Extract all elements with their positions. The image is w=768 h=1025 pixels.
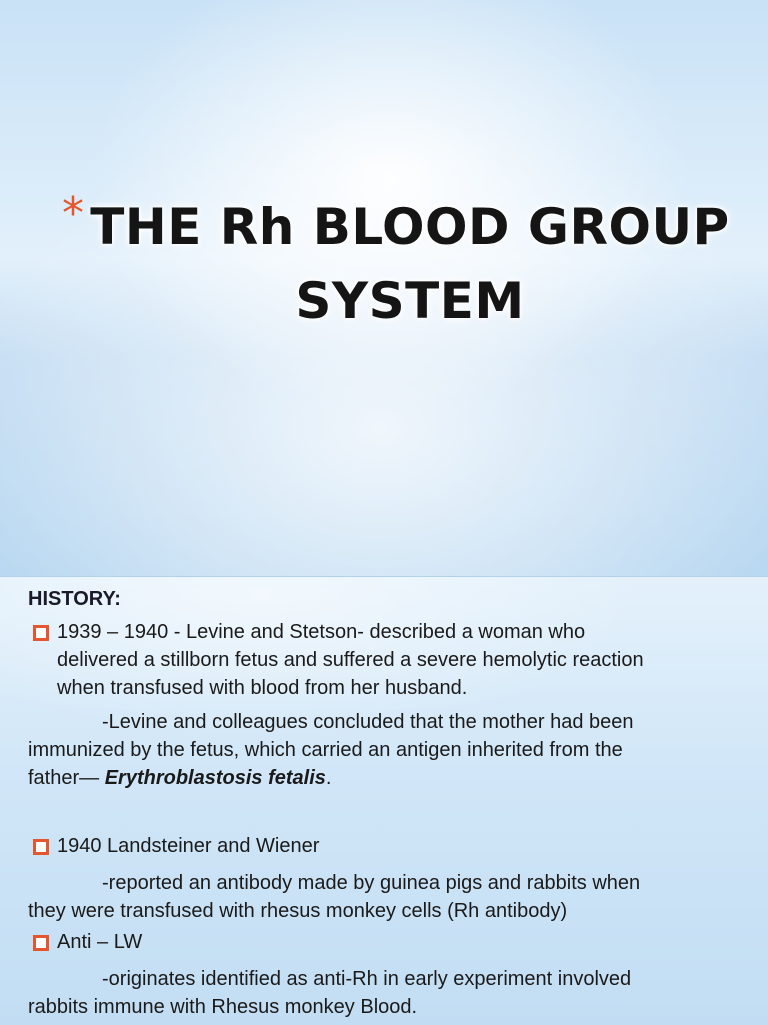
history-paragraph-anti-lw (28, 965, 748, 1021)
paragraph-levine-line-3 (28, 764, 748, 792)
paragraph-landsteiner-line-1: -reported an antibody made by guinea pigs and rabbits when (102, 872, 641, 894)
history-item-1939 (57, 618, 757, 702)
paragraph-anti-lw-line-2: rabbits immune with Rhesus monkey Blood. (28, 996, 418, 1018)
paragraph-anti-lw-line-1: -originates identified as anti-Rh in early experiment involved (102, 968, 632, 990)
checkbox-bullet-icon (33, 625, 49, 641)
paragraph-levine-prefix: father— (28, 767, 105, 789)
history-item-1939-line-3: when transfused with blood from her husband. (57, 677, 468, 699)
history-slide (0, 576, 768, 1025)
erythroblastosis-term: Erythroblastosis fetalis (104, 767, 326, 789)
history-paragraph-levine (28, 708, 748, 792)
checkbox-bullet-icon (33, 839, 49, 855)
slide-title (90, 190, 730, 338)
paragraph-levine-suffix: . (325, 767, 332, 789)
checkbox-bullet-icon (33, 935, 49, 951)
history-item-anti-lw: Anti – LW (57, 931, 143, 953)
paragraph-levine-line-1: -Levine and colleagues concluded that the mother had been (102, 711, 634, 733)
paragraph-levine-line-2: immunized by the fetus, which carried an antigen inherited from the (28, 739, 623, 761)
slide-title-line-1: THE Rh BLOOD GROUP (90, 198, 730, 256)
history-item-1940: 1940 Landsteiner and Wiener (57, 835, 320, 857)
slide-title-line-2: SYSTEM (295, 272, 525, 330)
history-item-1939-line-1: 1939 – 1940 - Levine and Stetson- described a woman who (57, 621, 586, 643)
title-bullet-asterisk: * (62, 188, 84, 239)
paragraph-landsteiner-line-2: they were transfused with rhesus monkey cells (Rh antibody) (28, 900, 568, 922)
history-paragraph-landsteiner (28, 869, 748, 925)
history-heading: HISTORY: (28, 588, 121, 610)
history-item-1939-line-2: delivered a stillborn fetus and suffered a severe hemolytic reaction (57, 649, 644, 671)
